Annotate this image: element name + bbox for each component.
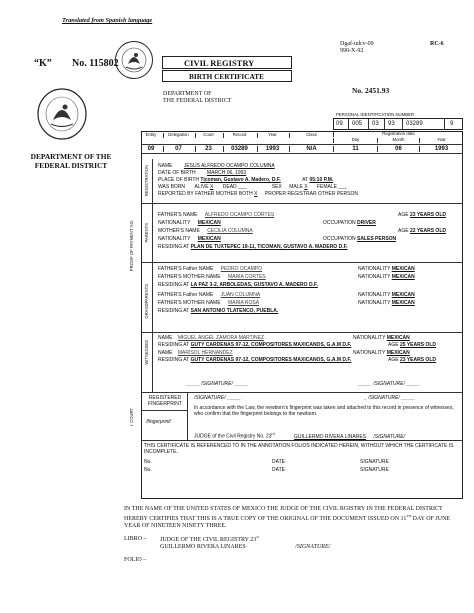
section-registration: REGISTRATION — [144, 165, 149, 197]
left-department-title: DEPARTMENT OF THE FEDERAL DISTRICT — [30, 152, 112, 170]
header-record: Record — [223, 133, 255, 138]
header-delegation: Delegation — [163, 133, 193, 138]
header-month: Month — [377, 138, 419, 143]
value-delegation: 07 — [163, 146, 193, 152]
value-entity: 09 — [147, 146, 155, 152]
header-court: Court — [195, 133, 221, 138]
value-record: 03289 — [223, 146, 255, 152]
section-witnesses: WITNESSES — [144, 340, 149, 365]
annotation-text: THIS CERTIFICATE IS REFERENCED TO IN THE ANNOTATION FOLIOS INDICATED HEREIN, WITHOUT WHICH THE CERTIFICATE IS INCOMPLETE. — [144, 443, 454, 455]
proof-of-payment-label: PROOF OF PAYMENT NO. — [129, 220, 134, 272]
fingerprint-text: /fingerprint/ — [146, 419, 172, 425]
header-year-date: Year — [419, 138, 463, 143]
translated-note: Translated from Spanish language — [62, 17, 153, 24]
header-registration-date: Registration date — [333, 132, 463, 137]
annotation-rows: No. DATE SIGNATURE No. DATE SIGNATURE — [144, 459, 389, 473]
libro-label: LIBRO – — [124, 536, 147, 542]
header-year: Year — [257, 133, 287, 138]
grandparents-block: FATHER'S Father NAME PEDRO OCAMPO NATIONALITY MEXICAN FATHER'S MOTHER NAME MARIA CORTES NATIONALITY MEXICAN RESIDING AT LA PAZ 3-2, ARBOLEDAS, GUSTAVO A. MADERO D.F. FATHER'S Father NAME JUAN COLUMNA NATIONALITY MEXICAN FATHER'S MOTHER NAME MARIA ROSA NATIONALITY MEXICAN RESIDING AT SAN ANTONIO TLATENCO, PUEBLA. — [158, 266, 415, 314]
value-class: N/A — [289, 146, 333, 152]
folio-label: “K” — [34, 58, 52, 69]
value-year-date: 1993 — [419, 146, 463, 152]
father-name: ALFREDO OCAMPO CORTES — [204, 212, 275, 218]
form-reference: Dgaf-udcv-09 990-X-92 — [340, 41, 374, 54]
registrant-block: NAME JESUS ALFREDO OCAMPO COLUMNA DATE OF BIRTH MARCH 06, 1993 PLACE OF BIRTH Ticoman, Gustavo A. Madero, D.F. AT 05:10 P.M. WAS BORN ALIVE X DEAD ___ SEX MALE X FEMALE ___ REPORTED BY FATHER MOTHER BOTH X PROPER REGISTRAR OTHER PERSON — [158, 163, 358, 197]
parents-block: FATHER'S NAME ALFREDO OCAMPO CORTES AGE 23 YEARS OLD NATIONALITY MEXICAN OCCUPATION DRIVER MOTHER'S NAME CECILIA COLUMNA AGE 22 YEARS OLD NATIONALITY MEXICAN OCCUPATION SALES PERSON RESIDING AT PLAN DE TUXTEPEC 19-11, TICOMAN, GUSTAVO A. MADERO D.F. — [158, 212, 446, 250]
registered-fingerprint-label: REGISTERED FINGERPRINT — [148, 395, 182, 407]
signature-registrar: /SIGNATURE/ _____ — [194, 395, 241, 401]
value-court: 23 — [195, 146, 221, 152]
certificate-number: No. 2451.93 — [352, 86, 390, 95]
pin-digit: 09 — [336, 121, 343, 127]
certification-text: IN THE NAME OF THE UNITED STATES OF MEXICO THE JUDGE OF THE CIVIL RGISTRY IN THE FEDERAL DISTRICT HEREBY CERTIFIES THAT THIS IS A TRUE COPY OF THE ORIGINAL OF THE DOCUMENT ISSUED ON 11TH DAY OF JUNE YEAR OF NINETEEN NINETY THREE. — [124, 506, 451, 529]
header-day: Day — [333, 138, 377, 143]
judge-line: JUDGE of the Civil Registry No. 23rd GUILLERMO RIVERA LINARES /SIGNATURE/ — [194, 432, 405, 440]
value-year: 1993 — [257, 146, 287, 152]
pin-digit: 005 — [352, 121, 363, 127]
folio-number: No. 115802 — [72, 58, 119, 69]
rc-code: RC-6 — [430, 41, 444, 47]
accordance-text: In accordance with the Law, the newborn's fingerprint was taken and attached to this record in presence of witnesses, who confirm that the fingerprint belongs to the newborn. — [194, 405, 454, 417]
registrant-pob: Ticoman, Gustavo A. Madero, D.F. — [200, 177, 281, 183]
witnesses-block: NAME MIGUEL ANGEL ZAMORA MARTINEZ NATIONALITY MEXICAN RESIDING AT GUTY CARDENAS 97-12, COMPOSITORES MAXICANOS, G.A.M D.F. AGE 25 YEARS OLD NAME MARISOL HERNANDEZ NATIONALITY MEXICAN RESIDING AT GUTY CARDENAS 97-12, COMPOSITORES MAXICANOS, G.A.M D.F. AGE 23 YEARS OLD — [158, 335, 436, 363]
pin-label: PERSONAL IDENTIFICATION NUMBER — [336, 112, 415, 117]
department-label: DEPARTMENT OF THE FEDERAL DISTRICT — [163, 91, 232, 104]
header-class: Class — [289, 133, 333, 138]
pin-digit: 03 — [372, 121, 379, 127]
mother-name: CECILIA COLUMNA — [207, 228, 253, 234]
value-month: 06 — [377, 146, 419, 152]
pin-box — [333, 118, 463, 130]
registrant-dob: MARCH 06, 1993 — [207, 170, 247, 176]
value-day: 11 — [333, 146, 377, 152]
mexican-seal-left — [36, 87, 88, 141]
folio-label-footer: FOLIO – — [124, 557, 147, 563]
signature-witness-2: _____ /SIGNATURE/ _____ — [358, 381, 421, 387]
pin-digit: 9 — [450, 121, 454, 127]
registrant-name: JESUS ALFREDO OCAMPO COLUMNA — [183, 163, 275, 169]
civil-registry-box: CIVIL REGISTRY — [162, 56, 292, 69]
registration-grid — [141, 131, 463, 159]
mexican-seal-top — [114, 40, 154, 80]
header-entity: Entity — [145, 132, 157, 137]
signature-witness-1: _____ /SIGNATURE/ _____ — [186, 381, 249, 387]
section-parents: PARENTS — [144, 223, 149, 243]
registrant-time: 05:10 P.M. — [309, 177, 334, 183]
court-side-label: I. COURT — [129, 408, 134, 427]
pin-digit: 03289 — [406, 121, 423, 127]
birth-certificate-box: BIRTH CERTIFICATE — [162, 70, 292, 82]
pin-digit: 93 — [388, 121, 395, 127]
footer-judge: JUDGE OF THE CIVIL REGISTRY 23rd GUILLERMO RIVERA LINARES /SIGNATURE/ — [160, 535, 331, 550]
signature-registrar-2: _ /SIGNATURE/ _____ — [364, 395, 416, 401]
section-grandparents: GRANDPARENTS — [144, 284, 149, 319]
parents-residence: PLAN DE TUXTEPEC 19-11, TICOMAN, GUSTAVO A. MADERO D.F. — [190, 244, 348, 250]
